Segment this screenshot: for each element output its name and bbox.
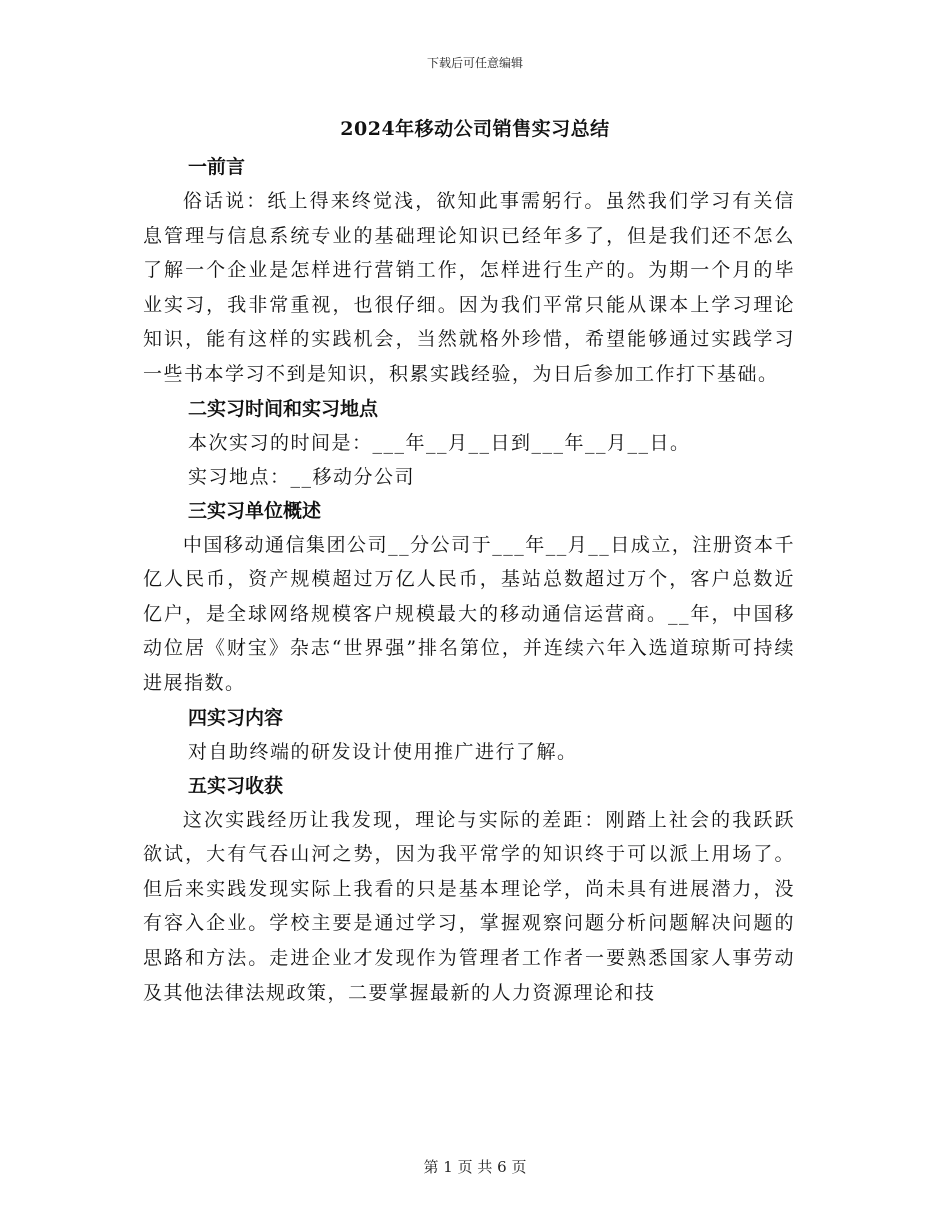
preface-paragraph: 俗话说：纸上得来终觉浅，欲知此事需躬行。虽然我们学习有关信息管理与信息系统专业的基础理论知识已经年多了，但是我们还不怎么了解一个企业是怎样进行营销工作，怎样进行生产的。为期一个月的毕业实习，我非常重视，也很仔细。因为我们平常只能从课本上学习理论知识，能有这样的实践机会，当然就格外珍惜，希望能够通过实践学习一些书本学习不到是知识，积累实践经验，为日后参加工作打下基础。: [143, 190, 795, 385]
section-heading-time-place: 二实习时间和实习地点: [188, 397, 379, 420]
section-heading-gains: 五实习收获: [188, 774, 284, 797]
internship-time-line: 本次实习的时间是：___年__月__日到___年__月__日。: [188, 431, 691, 454]
internship-place-line: 实习地点：__移动分公司: [188, 465, 416, 488]
document-title: 2024年移动公司销售实习总结: [340, 118, 610, 140]
internship-content-line: 对自助终端的研发设计使用推广进行了解。: [188, 740, 578, 763]
document-body: [143, 150, 795, 1010]
section-heading-content: 四实习内容: [188, 706, 284, 729]
header-note: 下载后可任意编辑: [426, 56, 523, 70]
company-overview-paragraph: 中国移动通信集团公司__分公司于___年__月__日成立，注册资本千亿人民币，资产规模超过万亿人民币，基站总数超过万个，客户总数近亿户，是全球网络规模客户规模最大的移动通信运营商。__年，中国移动位居《财宝》杂志“世界强”排名第位，并连续六年入选道琼斯可持续进展指数。: [143, 533, 795, 694]
section-heading-company-overview: 三实习单位概述: [188, 499, 322, 522]
gains-paragraph: 这次实践经历让我发现，理论与实际的差距：刚踏上社会的我跃跃欲试，大有气吞山河之势，因为我平常学的知识终于可以派上用场了。但后来实践发现实际上我看的只是基本理论学，尚未具有进展潜力，没有容入企业。学校主要是通过学习，掌握观察问题分析问题解决问题的思路和方法。走进企业才发现作为管理者工作者一要熟悉国家人事劳动及其他法律法规政策，二要掌握最新的人力资源理论和技: [143, 808, 795, 1004]
section-heading-preface: 一前言: [188, 156, 246, 178]
page-number-footer: 第 1 页 共 6 页: [423, 1158, 527, 1176]
